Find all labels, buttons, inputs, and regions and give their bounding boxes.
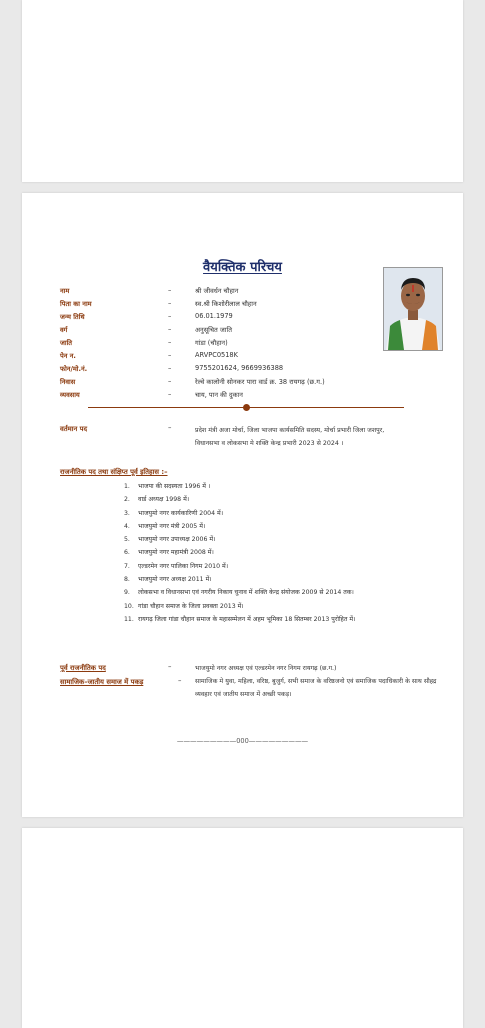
list-item xyxy=(124,613,444,626)
current-post-value: प्रदेश मंत्री अजा मोर्चा, जिला भाजपा कार्यसमिति सदस्य, मोर्चा प्रभारी जिला जशपुर, विधानसभा व लोकसभा मे शक्ति केन्द्र प्रभारी 2023 से 2024 । xyxy=(195,427,385,447)
list-item xyxy=(124,600,444,613)
list-item-text: भाजपा की सदस्यता 1996 में । xyxy=(138,483,211,490)
detail-label: जन्म तिथि xyxy=(60,313,85,321)
detail-label: वर्ग xyxy=(60,326,68,334)
list-item-text: वार्ड अध्यक्ष 1998 में। xyxy=(138,496,190,504)
detail-value: गांडा (चौहान) xyxy=(195,339,228,347)
list-item-number: 9. xyxy=(124,589,130,597)
list-item-number: 4. xyxy=(124,522,130,530)
detail-value: 06.01.1979 xyxy=(195,312,233,320)
list-item-text: भाजयुमो नगर कार्यकारिणी 2004 में। xyxy=(138,509,224,517)
detail-row xyxy=(22,351,463,363)
detail-row xyxy=(22,299,463,311)
detail-separator: – xyxy=(168,299,172,307)
detail-separator: – xyxy=(168,377,172,385)
detail-separator: – xyxy=(168,286,172,294)
list-item-number: 5. xyxy=(124,536,130,544)
list-item xyxy=(124,480,444,493)
detail-value: रेल्वे कालोनी सोनकर पारा वार्ड क्र. 38 रायगढ़ (छ.ग.) xyxy=(195,378,325,386)
list-item-text: भाजयुमो नगर अध्यक्ष 2011 में। xyxy=(138,576,212,584)
page-title: वैयक्तिक परिचय xyxy=(203,260,282,275)
detail-row xyxy=(22,325,463,337)
detail-row xyxy=(22,390,463,402)
current-post-separator: – xyxy=(168,424,172,432)
list-item-number: 10. xyxy=(124,602,134,610)
detail-separator: – xyxy=(168,325,172,333)
detail-row xyxy=(22,338,463,350)
detail-value: 9755201624, 9669936388 xyxy=(195,364,284,372)
list-item xyxy=(124,507,444,520)
detail-separator: – xyxy=(168,390,172,398)
detail-value: श्री जीवर्धन चौहान xyxy=(195,287,239,295)
detail-row xyxy=(22,377,463,389)
list-item-number: 3. xyxy=(124,509,130,517)
document-page-next xyxy=(22,828,463,1028)
list-item-text: रायगढ़ जिला गांडा चौहान समाज के महासम्मेलन में अहम भूमिका 18 सितम्बर 2013 पुरोहित में। xyxy=(138,615,356,623)
social-value: सामाजिक मे युवा, महिला, वरिष्ठ, बुजुर्ग, सभी समाज के वरिष्ठजनो एवं समाजिक पदाधिकारी के साथ सौहद्र व्यवहार एवं जातीय समाज में अच्छी पकड़। xyxy=(195,678,437,698)
detail-separator: – xyxy=(168,351,172,359)
previous-post-separator: – xyxy=(168,663,172,671)
list-item-text: भाजयुमो नगर मंत्री 2005 में। xyxy=(138,522,206,530)
previous-post-label: पूर्व राजनीतिक पद xyxy=(60,664,106,672)
detail-label: निवास xyxy=(60,378,76,386)
list-item xyxy=(124,493,444,506)
list-item xyxy=(124,573,444,586)
list-item-text: भाजयुमो नगर उपाध्यक्ष 2006 में। xyxy=(138,536,216,544)
list-item xyxy=(124,546,444,559)
detail-value: स्व.श्री किशोरीलाल चौहान xyxy=(195,300,257,308)
history-heading: राजनीतिक पद तथा संक्षिप्त पूर्व इतिहास :– xyxy=(60,468,168,476)
detail-label: पिता का नाम xyxy=(60,300,92,308)
detail-separator: – xyxy=(168,312,172,320)
detail-row xyxy=(22,286,463,298)
detail-label: नाम xyxy=(60,287,70,295)
list-item-number: 11. xyxy=(124,615,134,623)
detail-value: ARVPC0518K xyxy=(195,351,238,359)
list-item xyxy=(124,533,444,546)
detail-separator: – xyxy=(168,364,172,372)
current-post-label: वर्तमान पद xyxy=(60,425,88,433)
social-separator: – xyxy=(178,677,182,685)
detail-label: व्यवसाय xyxy=(60,391,80,399)
list-item-text: गांडा चौहान समाज के जिला प्रवक्ता 2013 में। xyxy=(138,602,244,610)
detail-row xyxy=(22,312,463,324)
detail-value: चाय, पान की दुकान xyxy=(195,391,243,399)
detail-separator: – xyxy=(168,338,172,346)
list-item-text: भाजयुमो नगर महामंत्री 2008 में। xyxy=(138,549,214,557)
list-item xyxy=(124,586,444,599)
social-label: सामाजिक–जातीय समाज में पकड़ xyxy=(60,678,144,686)
detail-value: अनुसूचित जाति xyxy=(195,326,232,334)
list-item xyxy=(124,560,444,573)
document-page-previous xyxy=(22,0,463,182)
list-item-number: 7. xyxy=(124,562,130,570)
end-marker: —————————000————————— xyxy=(176,737,309,745)
list-item-number: 6. xyxy=(124,549,130,557)
history-list xyxy=(124,480,444,626)
divider-ornament-icon xyxy=(243,404,250,411)
list-item-number: 1. xyxy=(124,483,130,490)
list-item-text: लोकसभा व विधानसभा एवं नगरीय निकाय चुनाव में शक्ति केन्द्र संयोजक 2009 से 2014 तक। xyxy=(138,589,354,597)
detail-label: फोन/मो.नं. xyxy=(60,365,88,373)
list-item-number: 2. xyxy=(124,496,130,504)
document-page-biodata xyxy=(22,193,463,817)
list-item xyxy=(124,520,444,533)
list-item-number: 8. xyxy=(124,576,130,584)
detail-row xyxy=(22,364,463,376)
previous-post-value: भाजयुमो नगर अध्यक्ष एवं एल्डरमेन नगर निगम रायगढ़ (छ.ग.) xyxy=(195,665,337,672)
detail-label: जाति xyxy=(60,339,73,347)
detail-label: पेन न. xyxy=(60,352,76,360)
list-item-text: एल्डरमेन नगर पालिका निगम 2010 में। xyxy=(138,562,229,570)
